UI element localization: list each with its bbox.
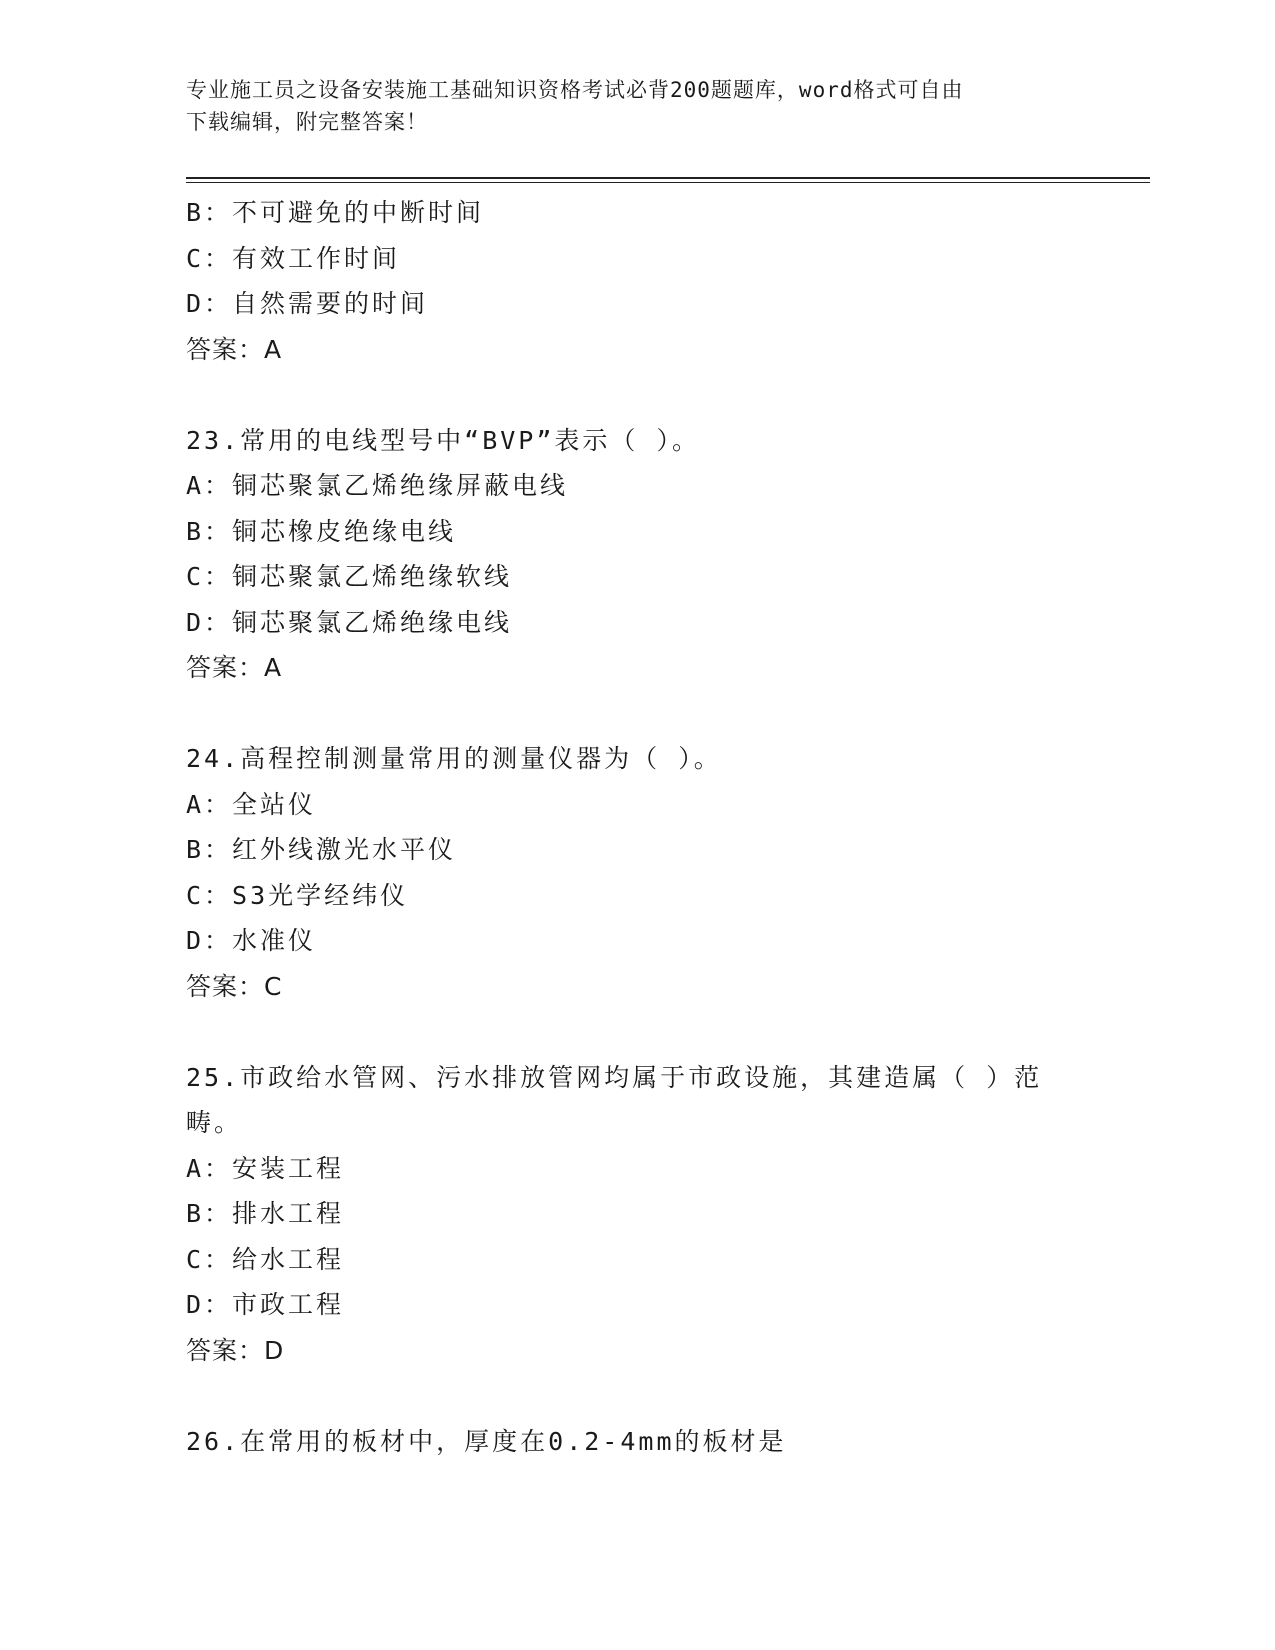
- option-d: D：铜芯聚氯乙烯绝缘电线: [186, 607, 513, 637]
- option-b: B：铜芯橡皮绝缘电线: [186, 516, 457, 546]
- option-b: B：红外线激光水平仪: [186, 835, 457, 864]
- header-divider-thin: [186, 182, 1150, 183]
- question-block-22: [186, 190, 1086, 372]
- question-text: 26.在常用的板材中，厚度在0.2-4mm的板材是: [186, 1426, 787, 1456]
- question-block-26: [186, 1419, 1086, 1465]
- question-text: 23.常用的电线型号中“BVP”表示（ ）。: [186, 425, 700, 455]
- option-c: C：铜芯聚氯乙烯绝缘软线: [186, 562, 513, 591]
- question-text-line-2: 畴。: [186, 1108, 243, 1137]
- question-block-23: [186, 418, 1086, 691]
- option-b: B：排水工程: [186, 1199, 345, 1228]
- option-a: A：铜芯聚氯乙烯绝缘屏蔽电线: [186, 471, 569, 500]
- question-text-line-1: 25.市政给水管网、污水排放管网均属于市政设施，其建造属（ ）范: [186, 1062, 1043, 1092]
- option-a: A：安装工程: [186, 1153, 345, 1183]
- answer: 答案：A: [186, 334, 283, 364]
- header-divider-thick: [186, 177, 1150, 179]
- option-a: A：全站仪: [186, 789, 317, 819]
- answer: 答案：C: [186, 971, 283, 1001]
- question-list: [186, 190, 1086, 1464]
- option-d: D：自然需要的时间: [186, 289, 429, 318]
- option-d: D：市政工程: [186, 1290, 345, 1319]
- option-c: C：S3光学经纬仪: [186, 880, 409, 910]
- question-block-25: [186, 1055, 1086, 1374]
- header-line-1: 专业施工员之设备安装施工基础知识资格考试必背200题题库，word格式可自由: [186, 78, 964, 102]
- option-b: B：不可避免的中断时间: [186, 198, 485, 227]
- option-c: C：有效工作时间: [186, 243, 401, 273]
- answer: 答案：D: [186, 1335, 285, 1365]
- answer: 答案：A: [186, 653, 283, 682]
- option-d: D：水准仪: [186, 926, 317, 955]
- option-c: C：给水工程: [186, 1244, 345, 1274]
- header-line-2: 下载编辑，附完整答案！: [186, 110, 428, 134]
- question-text: 24.高程控制测量常用的测量仪器为（ ）。: [186, 744, 722, 773]
- document-header: [186, 74, 1066, 138]
- question-block-24: [186, 736, 1086, 1009]
